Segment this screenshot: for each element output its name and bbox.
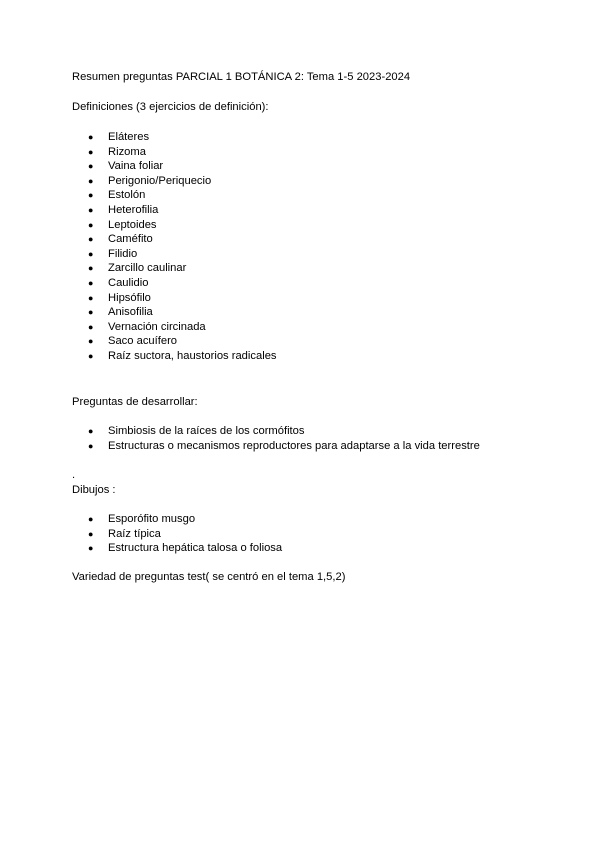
definiciones-heading: Definiciones (3 ejercicios de definición): (72, 101, 269, 113)
list-item: ● Estructura hepática talosa o foliosa (72, 541, 532, 556)
list-item: ● Hipsófilo (72, 291, 532, 306)
list-item: ● Eláteres (72, 130, 532, 145)
list-item: ● Raíz típica (72, 527, 532, 542)
list-item: ● Rizoma (72, 145, 532, 160)
list-item: ● Estructuras o mecanismos reproductores para adaptarse a la vida terrestre (72, 439, 532, 454)
list-item: ● Caméfito (72, 232, 532, 247)
list-item: ● Perigonio/Periquecio (72, 174, 532, 189)
list-item: ● Esporófito musgo (72, 512, 532, 527)
test-note: Variedad de preguntas test( se centró en el tema 1,5,2) (72, 571, 346, 583)
list-item: ● Saco acuífero (72, 334, 532, 349)
separator-dot: . (72, 469, 76, 481)
list-item: ● Zarcillo caulinar (72, 261, 532, 276)
list-item: ● Vaina foliar (72, 159, 532, 174)
list-item: ● Caulidio (72, 276, 532, 291)
list-item: ● Leptoides (72, 218, 532, 233)
list-item: ● Vernación circinada (72, 320, 532, 335)
definiciones-list (72, 130, 532, 364)
desarrollar-heading: Preguntas de desarrollar: (72, 396, 198, 408)
list-item: ● Simbiosis de la raíces de los cormófitos (72, 424, 532, 439)
list-item: ● Anisofilia (72, 305, 532, 320)
document-title: Resumen preguntas PARCIAL 1 BOTÁNICA 2: Tema 1-5 2023-2024 (72, 71, 411, 83)
list-item: ● Heterofilia (72, 203, 532, 218)
list-item: ● Raíz suctora, haustorios radicales (72, 349, 532, 364)
dibujos-heading: Dibujos : (72, 484, 116, 496)
desarrollar-list (72, 424, 532, 453)
list-item: ● Filidio (72, 247, 532, 262)
dibujos-list (72, 512, 532, 556)
list-item: ● Estolón (72, 188, 532, 203)
